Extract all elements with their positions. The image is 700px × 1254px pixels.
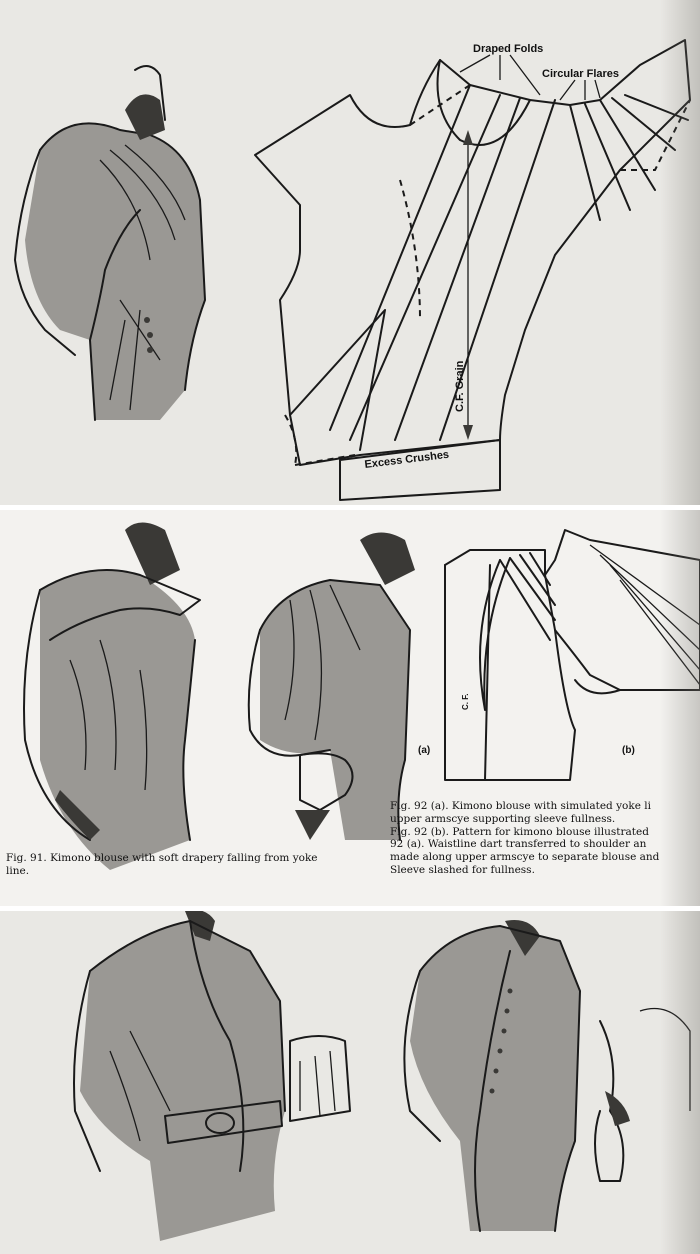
top-illustration-panel bbox=[0, 0, 700, 505]
fig91-caption-line2: line. bbox=[6, 864, 30, 877]
bottom-illustration-panel bbox=[0, 911, 700, 1254]
page-edge-shadow bbox=[660, 911, 700, 1254]
fig92-caption-line6: Sleeve slashed for fullness. bbox=[390, 863, 535, 876]
fashion-figure-ruffle-jacket bbox=[404, 920, 690, 1231]
page-edge-shadow bbox=[660, 510, 700, 906]
page-edge-shadow bbox=[660, 0, 700, 505]
fig92-caption-line2: upper armscye supporting sleeve fullness. bbox=[390, 812, 616, 825]
pattern-draft-draped-folds bbox=[255, 40, 690, 500]
fig91-caption bbox=[6, 852, 318, 878]
fashion-figure-fig92a bbox=[249, 533, 415, 841]
label-draped-folds: Draped Folds bbox=[473, 43, 544, 55]
label-cf: C. F. bbox=[461, 693, 470, 710]
fashion-figure-belted-wrap-blouse bbox=[74, 911, 350, 1241]
wrap-blouse-figures bbox=[0, 911, 700, 1254]
label-circular-flares: Circular Flares bbox=[542, 68, 620, 80]
label-fig92-a: (a) bbox=[418, 745, 431, 756]
draped-blouse-pattern-figure bbox=[0, 0, 700, 505]
fashion-figure-fig91 bbox=[24, 523, 200, 871]
fig92-caption-line4: 92 (a). Waistline dart transferred to shoulder an bbox=[390, 838, 647, 851]
fig92-caption bbox=[390, 800, 700, 877]
middle-illustration-panel bbox=[0, 510, 700, 906]
fig92-caption-line3: Fig. 92 (b). Pattern for kimono blouse illustrated bbox=[390, 825, 649, 838]
fig91-caption-line1: Fig. 91. Kimono blouse with soft drapery falling from yoke bbox=[6, 852, 318, 864]
fashion-figure-draped-blouse bbox=[15, 66, 205, 420]
fig92-caption-line1: Fig. 92 (a). Kimono blouse with simulated yoke li bbox=[390, 800, 651, 812]
fig92-caption-line5: made along upper armscye to separate blouse and bbox=[390, 851, 660, 864]
label-excess-crushes: Excess Crushes bbox=[363, 448, 450, 471]
label-fig92-b: (b) bbox=[622, 745, 635, 756]
label-cf-grain: C.F. Grain bbox=[454, 360, 466, 412]
